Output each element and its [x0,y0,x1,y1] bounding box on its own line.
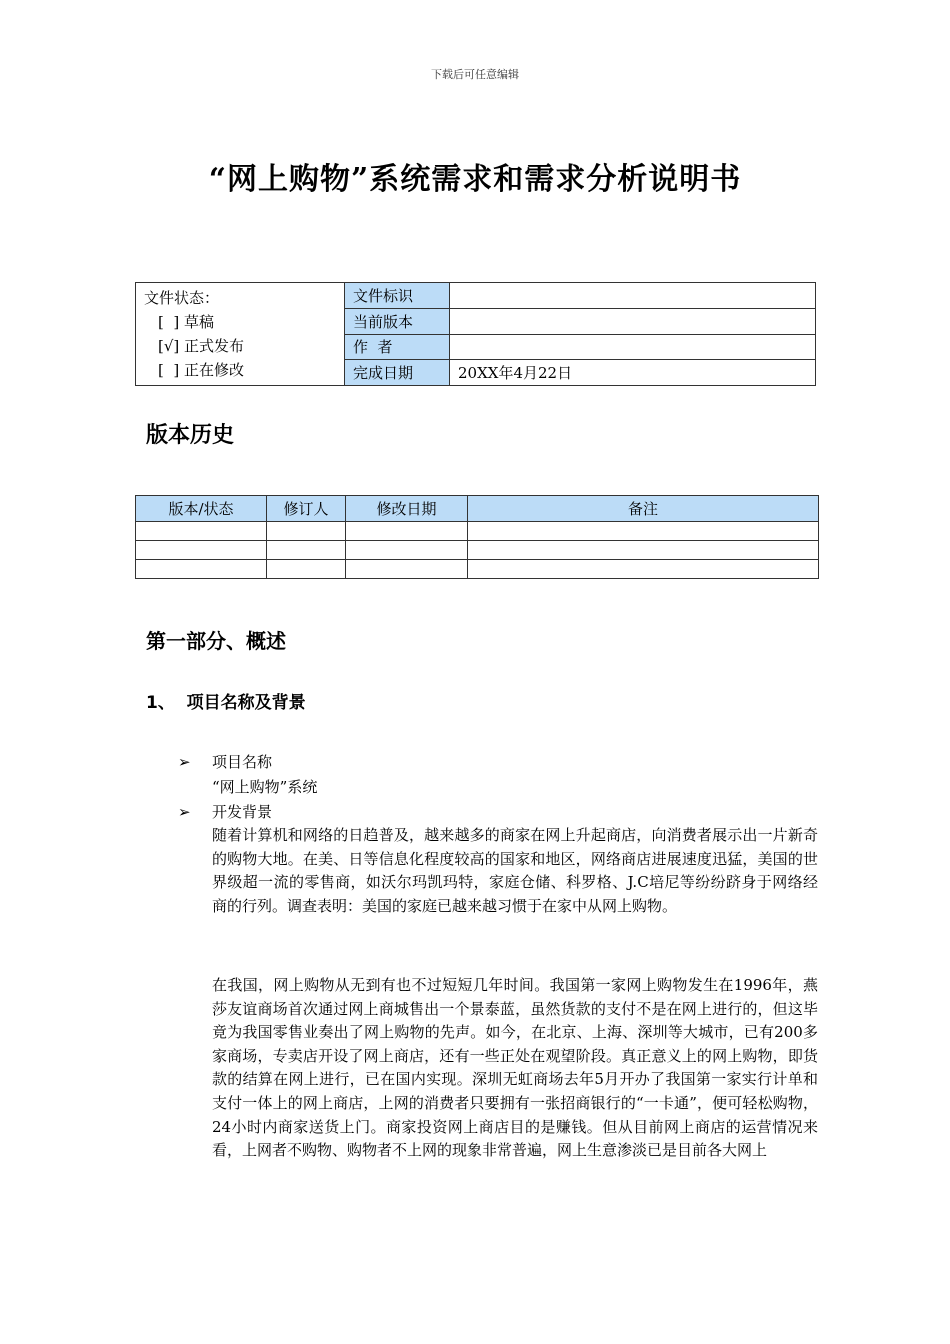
status-checkbox: [√] [158,337,180,355]
field-value-version [450,308,816,334]
project-name-value: “网上购物”系统 [212,778,318,796]
field-value-author [450,334,816,360]
field-value-file-id [450,283,816,309]
table-cell [267,522,346,541]
table-row [136,522,819,541]
document-status-table [135,282,816,386]
background-paragraph-2: 在我国，网上购物从无到有也不过短短几年时间。我国第一家网上购物发生在1996年，燕莎友谊商场首次通过网上商城售出一个景泰蓝，虽然货款的支付不是在网上进行的，但这毕竟为我国零售业奏出了网上购物的先声。如今，在北京、上海、深圳等大城市，已有200多家商场，专卖店开设了网上商店，还有一些正处在观望阶段。真正意义上的网上购物，即货款的结算在网上进行，已在国内实现。深圳无虹商场去年5月开办了我国第一家实行计单和支付一体上的网上商店，上网的消费者只要拥有一张招商银行的“一卡通”，便可轻松购物， 24小时内商家送货上门。商家投资网上商店目的是赚钱。但从目前网上商店的运营情况来看，上网者不购物、购物者不上网的现象非常普遍，网上生意渗淡已是目前各大网上 [212,976,818,1160]
bullet-development-background [178,801,272,822]
status-option-label: 正在修改 [184,361,245,379]
version-history-table [135,495,819,579]
table-row [136,560,819,579]
table-cell [136,560,267,579]
status-option-published [144,334,336,358]
status-option-draft [144,310,336,334]
file-status-heading: 文件状态： [144,289,220,307]
table-cell [267,541,346,560]
bullet-label: 项目名称 [212,753,273,771]
bullet-project-name [178,751,272,772]
header-note: 下载后可任意编辑 [431,68,519,81]
file-status-cell [136,283,345,386]
table-cell [346,522,468,541]
field-value-completion-date: 20XX年4月22日 [450,360,816,386]
table-cell [267,560,346,579]
table-header-row [136,496,819,522]
background-paragraph-1: 随着计算机和网络的日趋普及，越来越多的商家在网上升起商店，向消费者展示出一片新奇的购物大地。在美、日等信息化程度较高的国家和地区，网络商店进展速度迅猛，美国的世界级超一流的零售商，如沃尔玛凯玛特，家庭仓储、科罗格、J.C培尼等纷纷跻身于网络经商的行列。调查表明：美国的家庭已越来越习惯于在家中从网上购物。 [212,826,818,915]
status-option-label: 草稿 [184,313,215,331]
status-option-label: 正式发布 [184,337,245,355]
field-label-completion-date: 完成日期 [345,360,450,386]
status-checkbox: [ ] [158,313,180,331]
version-history-heading: 版本历史 [146,423,235,448]
field-label-version: 当前版本 [345,308,450,334]
column-header: 版本/状态 [136,496,267,522]
table-cell [468,541,819,560]
document-title: “网上购物”系统需求和需求分析说明书 [208,162,742,197]
section1-heading: 1、 项目名称及背景 [146,693,306,713]
arrow-bullet-icon: ➢ [178,803,191,821]
table-cell [136,522,267,541]
field-label-file-id: 文件标识 [345,283,450,309]
column-header: 修改日期 [346,496,468,522]
arrow-bullet-icon: ➢ [178,753,191,771]
table-row [136,541,819,560]
status-checkbox: [ ] [158,361,180,379]
bullet-label: 开发背景 [212,803,273,821]
status-option-modifying [144,358,336,382]
part1-heading: 第一部分、概述 [146,629,286,653]
column-header: 修订人 [267,496,346,522]
table-cell [346,560,468,579]
field-label-author: 作 者 [345,334,450,360]
table-cell [468,522,819,541]
table-cell [346,541,468,560]
table-cell [136,541,267,560]
table-cell [468,560,819,579]
column-header: 备注 [468,496,819,522]
